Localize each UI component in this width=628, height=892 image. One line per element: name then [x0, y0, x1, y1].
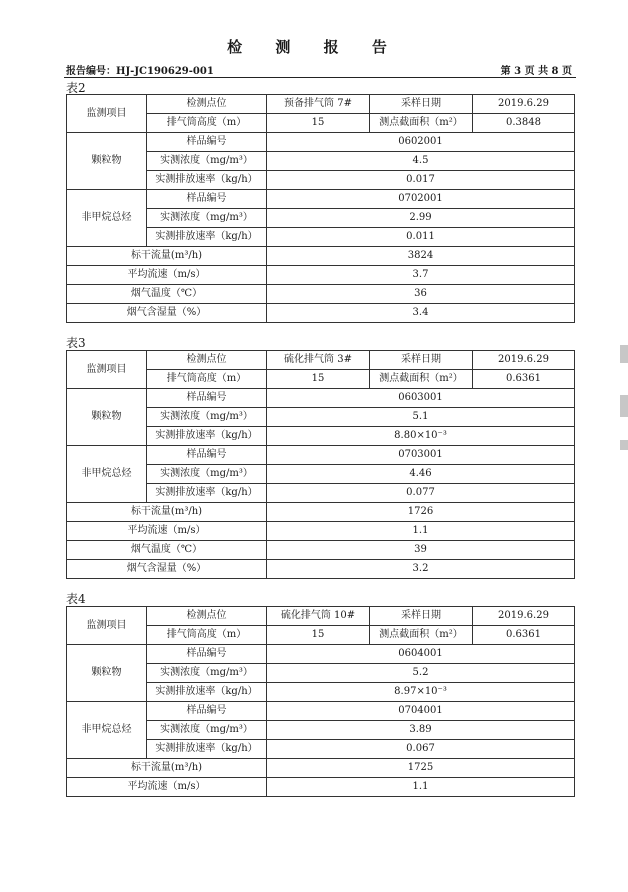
- rate-value: 8.80×10⁻³: [267, 427, 575, 446]
- area-value: 0.6361: [473, 370, 575, 389]
- moisture-label: 烟气含湿量（%）: [67, 560, 267, 579]
- monitoring-table: [66, 350, 575, 579]
- conc-value: 5.1: [267, 408, 575, 427]
- conc-label: 实测浓度（mg/m³）: [147, 408, 267, 427]
- table-row: [67, 541, 575, 560]
- report-title: 检 测 报 告: [227, 38, 401, 56]
- std-flow-value: 1726: [267, 503, 575, 522]
- table-row: [67, 190, 575, 209]
- velocity-label: 平均流速（m/s）: [67, 266, 267, 285]
- table-row: [67, 285, 575, 304]
- table-row: [67, 778, 575, 797]
- conc-label: 实测浓度（mg/m³）: [147, 465, 267, 484]
- sample-date-label: 采样日期: [370, 607, 473, 626]
- rate-label: 实测排放速率（kg/h）: [147, 683, 267, 702]
- rate-label: 实测排放速率（kg/h）: [147, 427, 267, 446]
- sample-no-label: 样品编号: [147, 389, 267, 408]
- particulate-label: 颗粒物: [67, 645, 147, 702]
- point-value: 硫化排气筒 10#: [267, 607, 370, 626]
- rate-label: 实测排放速率（kg/h）: [147, 484, 267, 503]
- height-label: 排气筒高度（m）: [147, 114, 267, 133]
- table-row: [67, 645, 575, 664]
- height-value: 15: [267, 626, 370, 645]
- area-label: 测点截面积（m²）: [370, 626, 473, 645]
- sample-no: 0704001: [267, 702, 575, 721]
- point-label: 检测点位: [147, 351, 267, 370]
- point-value: 预备排气筒 7#: [267, 95, 370, 114]
- std-flow-label: 标干流量(m³/h): [67, 759, 267, 778]
- table-row: [67, 503, 575, 522]
- rate-value: 0.067: [267, 740, 575, 759]
- conc-label: 实测浓度（mg/m³）: [147, 209, 267, 228]
- report-header: [66, 62, 572, 76]
- area-value: 0.3848: [473, 114, 575, 133]
- point-label: 检测点位: [147, 95, 267, 114]
- monitoring-table: [66, 94, 575, 323]
- table-row: [67, 389, 575, 408]
- table-caption: 表2: [66, 81, 86, 95]
- std-flow-label: 标干流量(m³/h): [67, 247, 267, 266]
- velocity-value: 1.1: [267, 522, 575, 541]
- table-caption: 表4: [66, 592, 86, 606]
- height-value: 15: [267, 114, 370, 133]
- sample-no-label: 样品编号: [147, 645, 267, 664]
- nmhc-label: 非甲烷总烃: [67, 446, 147, 503]
- table-row: [67, 133, 575, 152]
- sample-date-label: 采样日期: [370, 95, 473, 114]
- table-row: [67, 446, 575, 465]
- table-row: [67, 95, 575, 114]
- table-row: [67, 522, 575, 541]
- sample-no: 0702001: [267, 190, 575, 209]
- rate-label: 实测排放速率（kg/h）: [147, 228, 267, 247]
- conc-label: 实测浓度（mg/m³）: [147, 721, 267, 740]
- table-row: [67, 560, 575, 579]
- point-label: 检测点位: [147, 607, 267, 626]
- std-flow-label: 标干流量(m³/h): [67, 503, 267, 522]
- moisture-value: 3.4: [267, 304, 575, 323]
- nmhc-label: 非甲烷总烃: [67, 702, 147, 759]
- sample-no: 0703001: [267, 446, 575, 465]
- sample-no-label: 样品编号: [147, 133, 267, 152]
- monitor-item-label: 监测项目: [67, 607, 147, 645]
- table-caption: 表3: [66, 336, 86, 350]
- sample-no-label: 样品编号: [147, 190, 267, 209]
- area-label: 测点截面积（m²）: [370, 114, 473, 133]
- monitor-item-label: 监测项目: [67, 95, 147, 133]
- moisture-value: 3.2: [267, 560, 575, 579]
- particulate-label: 颗粒物: [67, 389, 147, 446]
- sample-date: 2019.6.29: [473, 607, 575, 626]
- sample-no: 0604001: [267, 645, 575, 664]
- rate-value: 0.077: [267, 484, 575, 503]
- nmhc-label: 非甲烷总烃: [67, 190, 147, 247]
- sample-date-label: 采样日期: [370, 351, 473, 370]
- velocity-value: 1.1: [267, 778, 575, 797]
- scan-mark: [620, 345, 628, 363]
- temp-value: 36: [267, 285, 575, 304]
- table-row: [67, 351, 575, 370]
- particulate-label: 颗粒物: [67, 133, 147, 190]
- sample-date: 2019.6.29: [473, 95, 575, 114]
- sample-no: 0603001: [267, 389, 575, 408]
- conc-label: 实测浓度（mg/m³）: [147, 152, 267, 171]
- rate-label: 实测排放速率（kg/h）: [147, 171, 267, 190]
- table-row: [67, 304, 575, 323]
- velocity-value: 3.7: [267, 266, 575, 285]
- sample-no-label: 样品编号: [147, 446, 267, 465]
- conc-value: 4.46: [267, 465, 575, 484]
- page-number: 第 3 页 共 8 页: [500, 66, 572, 77]
- monitoring-table: [66, 606, 575, 797]
- std-flow-value: 1725: [267, 759, 575, 778]
- area-label: 测点截面积（m²）: [370, 370, 473, 389]
- table-row: [67, 607, 575, 626]
- monitor-item-label: 监测项目: [67, 351, 147, 389]
- conc-value: 3.89: [267, 721, 575, 740]
- scan-mark: [620, 395, 628, 417]
- conc-value: 2.99: [267, 209, 575, 228]
- sample-no-label: 样品编号: [147, 702, 267, 721]
- area-value: 0.6361: [473, 626, 575, 645]
- velocity-label: 平均流速（m/s）: [67, 522, 267, 541]
- conc-value: 4.5: [267, 152, 575, 171]
- scan-mark: [620, 440, 628, 450]
- rate-value: 0.017: [267, 171, 575, 190]
- table-row: [67, 759, 575, 778]
- temp-label: 烟气温度（℃）: [67, 541, 267, 560]
- height-label: 排气筒高度（m）: [147, 626, 267, 645]
- conc-value: 5.2: [267, 664, 575, 683]
- table-row: [67, 266, 575, 285]
- point-value: 硫化排气筒 3#: [267, 351, 370, 370]
- header-rule: [64, 77, 576, 78]
- height-value: 15: [267, 370, 370, 389]
- height-label: 排气筒高度（m）: [147, 370, 267, 389]
- rate-label: 实测排放速率（kg/h）: [147, 740, 267, 759]
- sample-no: 0602001: [267, 133, 575, 152]
- rate-value: 0.011: [267, 228, 575, 247]
- temp-value: 39: [267, 541, 575, 560]
- moisture-label: 烟气含湿量（%）: [67, 304, 267, 323]
- rate-value: 8.97×10⁻³: [267, 683, 575, 702]
- table-row: [67, 247, 575, 266]
- table-row: [67, 702, 575, 721]
- velocity-label: 平均流速（m/s）: [67, 778, 267, 797]
- conc-label: 实测浓度（mg/m³）: [147, 664, 267, 683]
- report-number: 报告编号：HJ-JC190629-001: [66, 66, 214, 77]
- temp-label: 烟气温度（℃）: [67, 285, 267, 304]
- std-flow-value: 3824: [267, 247, 575, 266]
- sample-date: 2019.6.29: [473, 351, 575, 370]
